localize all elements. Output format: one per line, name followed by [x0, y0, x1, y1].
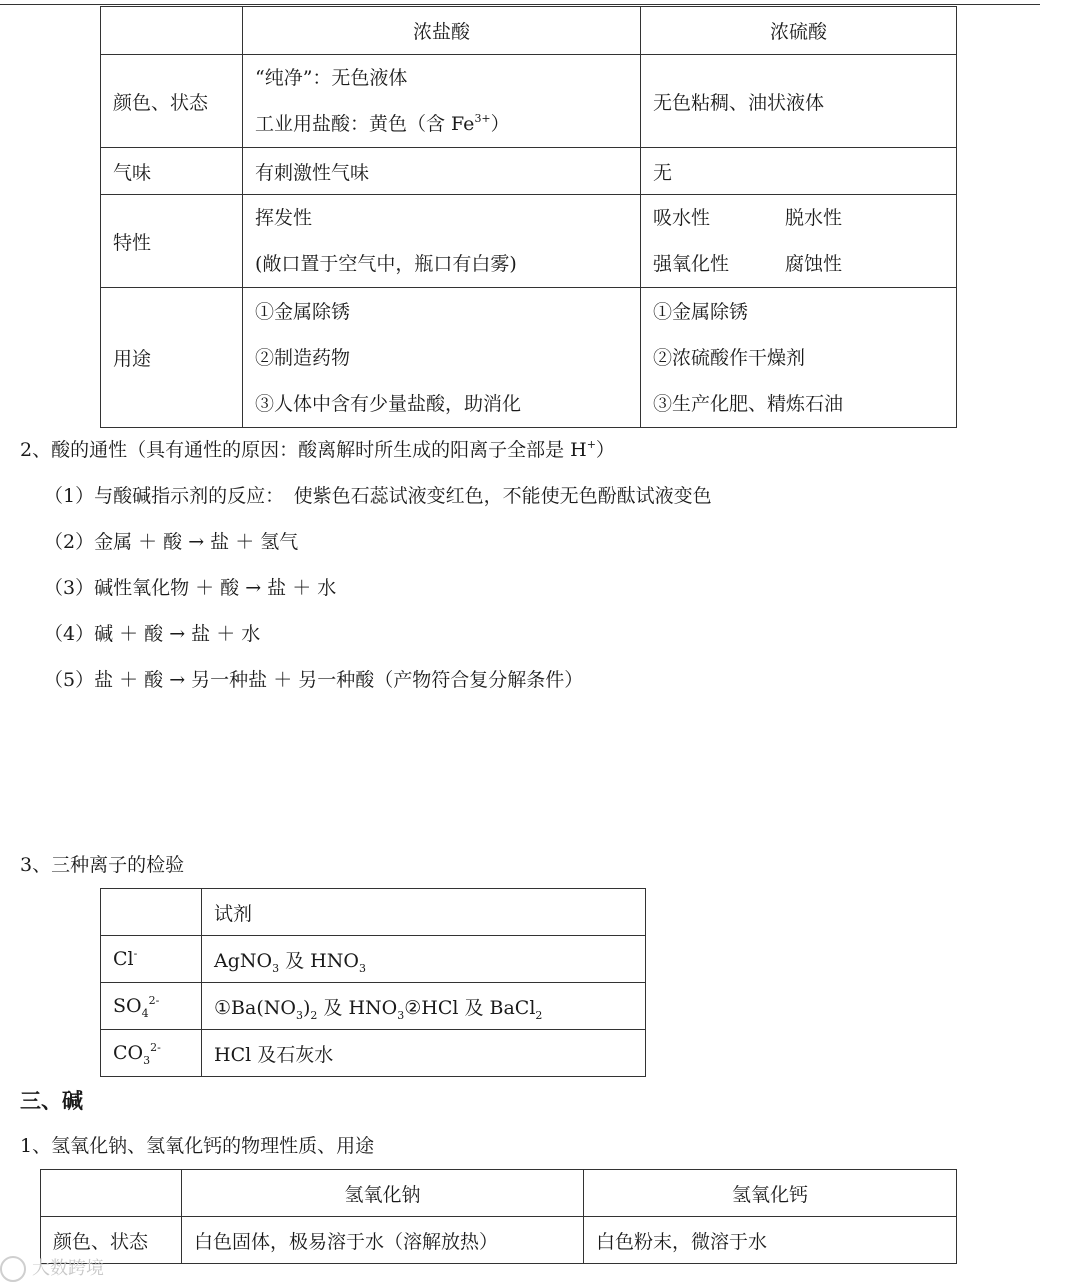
table-row — [101, 288, 957, 428]
section-title — [20, 427, 615, 473]
table-row — [101, 195, 957, 288]
top-rule — [0, 4, 1040, 5]
text: ①Ba(NO — [214, 996, 296, 1019]
text: ②HCl 及 BaCl — [404, 996, 536, 1019]
cell-line — [653, 241, 956, 287]
text: ) — [302, 996, 311, 1019]
text: ） — [490, 113, 510, 135]
watermark-text: 大数跨境 — [32, 1258, 104, 1279]
text: 腐蚀性 — [785, 253, 843, 275]
cell-line: ②浓硫酸作干燥剂 — [653, 346, 806, 369]
list-item: （5）盐 ＋ 酸 → 另一种盐 ＋ 另一种酸（产物符合复分解条件） — [44, 669, 584, 691]
ion-test-table — [100, 888, 646, 1077]
table-row — [101, 55, 957, 148]
cell-line: (敞口置于空气中，瓶口有白雾) — [255, 253, 517, 275]
ion-cell — [101, 1030, 202, 1077]
cell — [243, 288, 641, 428]
superscript: 3+ — [474, 112, 491, 125]
cell: 白色粉末，微溶于水 — [584, 1217, 957, 1264]
text: 工业用盐酸：黄色（含 Fe — [255, 113, 475, 135]
cell-line — [653, 195, 956, 241]
subscript: 2 — [535, 1008, 543, 1022]
text: CO — [113, 1042, 144, 1064]
text: 强氧化性 — [653, 253, 730, 275]
text: 吸水性 — [653, 207, 711, 229]
row-label: 颜色、状态 — [41, 1217, 182, 1264]
text: AgNO — [214, 949, 273, 972]
header-cell — [41, 1170, 182, 1217]
cell-line: ③人体中含有少量盐酸，助消化 — [255, 392, 522, 415]
reagent-cell — [202, 983, 646, 1030]
subscript: 3 — [272, 961, 280, 975]
cell: 有刺激性气味 — [243, 148, 641, 195]
watermark-logo-icon — [0, 1256, 26, 1282]
cell — [243, 195, 641, 288]
cell — [641, 288, 957, 428]
header-cell — [101, 7, 243, 55]
list-item: （2）金属 ＋ 酸 → 盐 ＋ 氢气 — [44, 531, 299, 553]
table-row — [101, 983, 646, 1030]
part-heading: 三、碱 — [20, 1089, 83, 1113]
cell — [641, 195, 957, 288]
subscript: 2 — [310, 1008, 318, 1022]
cell-line: ②制造药物 — [255, 346, 351, 369]
header-cell: 浓硫酸 — [641, 7, 957, 55]
cell: 无 — [641, 148, 957, 195]
cell-line: “纯净”：无色液体 — [255, 67, 408, 89]
ion-cell — [101, 936, 202, 983]
table-row — [101, 936, 646, 983]
cell: 无色粘稠、油状液体 — [641, 55, 957, 148]
cell — [243, 55, 641, 148]
cell-line — [255, 101, 640, 147]
row-label: 特性 — [101, 195, 243, 288]
cell-line: ③生产化肥、精炼石油 — [653, 392, 844, 415]
superscript: + — [586, 438, 596, 451]
text: Cl — [113, 948, 134, 970]
section-title: 1、氢氧化钠、氢氧化钙的物理性质、用途 — [20, 1135, 375, 1157]
subscript: 4 — [141, 1007, 149, 1020]
table-row — [101, 889, 646, 936]
superscript: - — [133, 947, 138, 960]
superscript: 2- — [150, 1041, 161, 1054]
subscript: 3 — [397, 1008, 405, 1022]
table-row — [101, 1030, 646, 1077]
header-cell: 氢氧化钙 — [584, 1170, 957, 1217]
list-item: （4）碱 ＋ 酸 → 盐 ＋ 水 — [44, 623, 261, 645]
row-label: 颜色、状态 — [101, 55, 243, 148]
list-item: （1）与酸碱指示剂的反应： 使紫色石蕊试液变红色，不能使无色酚酞试液变色 — [44, 485, 712, 507]
cell-line: ①金属除锈 — [255, 300, 351, 323]
text: SO — [113, 995, 142, 1017]
table-row — [101, 7, 957, 55]
cell-line: 挥发性 — [255, 207, 313, 229]
reagent-cell — [202, 936, 646, 983]
watermark — [0, 1254, 104, 1284]
subscript: 3 — [295, 1008, 303, 1022]
superscript: 2- — [148, 994, 160, 1007]
text: ） — [595, 439, 615, 461]
row-label: 用途 — [101, 288, 243, 428]
header-cell — [101, 889, 202, 936]
row-label: 气味 — [101, 148, 243, 195]
table-row — [41, 1170, 957, 1217]
table-row — [41, 1217, 957, 1264]
text: 及 HNO — [279, 949, 359, 972]
bases-table — [40, 1169, 957, 1264]
list-item: （3）碱性氧化物 ＋ 酸 → 盐 ＋ 水 — [44, 577, 337, 599]
text: 脱水性 — [785, 207, 843, 229]
ion-cell — [101, 983, 202, 1030]
header-cell: 氢氧化钠 — [182, 1170, 584, 1217]
header-cell: 浓盐酸 — [243, 7, 641, 55]
table-row — [101, 148, 957, 195]
text: 2、酸的通性（具有通性的原因：酸离解时所生成的阳离子全部是 H — [20, 439, 587, 461]
acids-table — [100, 6, 957, 428]
reagent-cell: HCl 及石灰水 — [202, 1030, 646, 1077]
subscript: 3 — [358, 961, 366, 975]
section-title: 3、三种离子的检验 — [20, 854, 185, 876]
subscript: 3 — [143, 1054, 151, 1067]
header-cell: 试剂 — [202, 889, 646, 936]
cell: 白色固体，极易溶于水（溶解放热） — [182, 1217, 584, 1264]
text: 及 HNO — [317, 996, 398, 1019]
cell-line: ①金属除锈 — [653, 300, 749, 323]
